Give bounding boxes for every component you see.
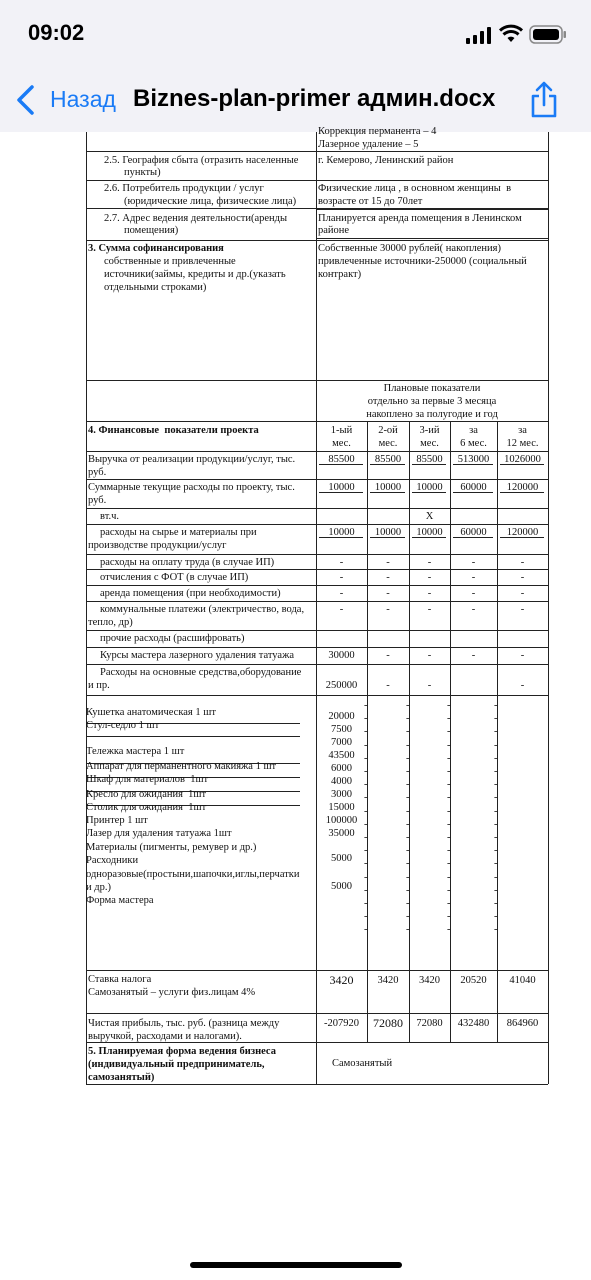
dash: - bbox=[447, 700, 451, 711]
cell-text: помещения) bbox=[124, 225, 179, 236]
equipment-item: Лазер для удаления татуажа 1шт bbox=[86, 828, 232, 839]
dash: - bbox=[406, 726, 410, 738]
dash: - bbox=[364, 818, 368, 830]
dash: - bbox=[447, 779, 451, 791]
row-value: 120000 bbox=[506, 527, 539, 538]
dash: - bbox=[447, 752, 451, 764]
row-label: производстве продукции/услуг bbox=[88, 540, 227, 551]
dash: - bbox=[406, 898, 410, 909]
dash: - bbox=[447, 911, 451, 923]
section5-title: 5. Планируемая форма ведения бизнеса bbox=[88, 1046, 276, 1057]
dash: - bbox=[364, 726, 368, 738]
section5-title: (индивидуальный предприниматель, bbox=[88, 1059, 265, 1070]
dash: - bbox=[406, 818, 410, 830]
h-rule bbox=[86, 1084, 548, 1085]
h-rule bbox=[86, 508, 548, 509]
equipment-amount: 20000 bbox=[328, 711, 355, 722]
equipment-item: Кушетка анатомическая 1 шт bbox=[86, 707, 216, 718]
cell-text: мес. bbox=[378, 438, 398, 449]
status-time: 09:02 bbox=[28, 20, 85, 45]
dash: - bbox=[494, 832, 498, 843]
v-rule bbox=[548, 132, 549, 380]
v-rule bbox=[86, 132, 87, 1084]
dash: - bbox=[494, 713, 498, 725]
row-value: 1026000 bbox=[504, 454, 541, 465]
share-icon[interactable] bbox=[528, 80, 560, 120]
row-value: 10000 bbox=[416, 482, 443, 493]
equipment-amount: 5000 bbox=[331, 881, 352, 892]
row-label: руб. bbox=[88, 495, 107, 506]
dash: - bbox=[406, 700, 410, 711]
dash: - bbox=[447, 726, 451, 738]
profit-value: 72080 bbox=[416, 1018, 443, 1029]
equipment-amount: 100000 bbox=[325, 815, 358, 826]
dash: - bbox=[494, 858, 498, 870]
cell-text: 6 мес. bbox=[460, 438, 487, 449]
back-button[interactable]: Назад bbox=[50, 86, 116, 112]
dash: - bbox=[447, 766, 451, 777]
row-value: X bbox=[425, 511, 434, 522]
dash: - bbox=[406, 766, 410, 777]
dash: - bbox=[494, 884, 498, 896]
dash: - bbox=[447, 739, 451, 751]
h-rule bbox=[316, 238, 548, 239]
cell-text: за bbox=[469, 425, 478, 436]
dash: - bbox=[494, 766, 498, 777]
dash: - bbox=[494, 871, 498, 883]
cell-text: 12 мес. bbox=[506, 438, 539, 449]
dash: - bbox=[494, 739, 498, 751]
row-value: - bbox=[386, 680, 390, 691]
row-value: - bbox=[471, 588, 476, 599]
equipment-amount: 7500 bbox=[331, 724, 352, 735]
dash: - bbox=[447, 818, 451, 830]
dash: - bbox=[364, 739, 368, 751]
cell-text: районе bbox=[318, 225, 350, 236]
dash: - bbox=[447, 845, 451, 857]
v-rule bbox=[316, 380, 317, 1084]
row-label: вт.ч. bbox=[100, 511, 120, 522]
battery-icon bbox=[529, 25, 567, 44]
row-value: 10000 bbox=[328, 527, 355, 538]
document-page bbox=[0, 126, 591, 1252]
row-label: прочие расходы (расшифровать) bbox=[100, 633, 245, 644]
cell-text: Чистая прибыль, тыс. руб. (разница между bbox=[88, 1018, 280, 1029]
dash: - bbox=[364, 858, 368, 870]
dash: - bbox=[406, 884, 410, 896]
row-value: 10000 bbox=[374, 527, 402, 538]
dash: - bbox=[447, 924, 451, 936]
equipment-item: Форма мастера bbox=[86, 895, 154, 906]
h-rule bbox=[86, 601, 548, 602]
row-value: 85500 bbox=[374, 454, 402, 465]
row-value: - bbox=[386, 588, 390, 599]
section4-title: 4. Финансовые показатели проекта bbox=[88, 425, 259, 436]
equipment-item: Принтер 1 шт bbox=[86, 815, 148, 826]
document-title: Biznes-plan-primer админ.docx bbox=[133, 85, 496, 112]
h-rule bbox=[86, 421, 548, 422]
signal-icon bbox=[466, 27, 492, 44]
cell-text: мес. bbox=[420, 438, 439, 449]
cell-text: (юридические лица, физические лица) bbox=[124, 196, 297, 207]
cell-text: Ставка налога bbox=[88, 974, 152, 985]
row-value: - bbox=[386, 650, 390, 661]
section3-title: 3. Сумма софинансирования bbox=[88, 243, 224, 254]
dash: - bbox=[406, 845, 410, 857]
dash: - bbox=[406, 805, 410, 817]
row-value: 250000 bbox=[325, 680, 358, 691]
wifi-icon bbox=[499, 25, 523, 43]
row-label: и пр. bbox=[88, 680, 110, 691]
tax-value: 41040 bbox=[509, 975, 536, 986]
tax-value: 3420 bbox=[329, 973, 354, 987]
equipment-item: одноразовые(простыни,шапочки,иглы,перчатки bbox=[86, 869, 300, 880]
dash: - bbox=[406, 752, 410, 764]
cell-text: г. Кемерово, Ленинский район bbox=[318, 155, 454, 166]
row-value: - bbox=[471, 572, 476, 583]
dash: - bbox=[494, 726, 498, 738]
equipment-item: Расходники bbox=[86, 855, 139, 866]
cell-text: Планируется аренда помещения в Ленинском bbox=[318, 213, 522, 224]
dash: - bbox=[364, 752, 368, 764]
profit-value: 72080 bbox=[373, 1016, 403, 1030]
profit-value: 432480 bbox=[457, 1018, 490, 1029]
dash: - bbox=[447, 713, 451, 725]
equipment-item: Стул-седло 1 шт bbox=[86, 720, 160, 731]
dash: - bbox=[364, 898, 368, 909]
row-label: Расходы на основные средства,оборудование bbox=[100, 667, 302, 678]
dash: - bbox=[406, 832, 410, 843]
row-value: - bbox=[471, 650, 476, 661]
dash: - bbox=[364, 713, 368, 725]
dash: - bbox=[494, 700, 498, 711]
h-rule bbox=[86, 569, 548, 570]
tax-value: 3420 bbox=[419, 975, 440, 986]
row-value: - bbox=[520, 650, 525, 661]
dash: - bbox=[364, 832, 368, 843]
tax-value: 3420 bbox=[377, 975, 399, 986]
dash: - bbox=[494, 818, 498, 830]
dash: - bbox=[406, 779, 410, 791]
dash: - bbox=[364, 792, 368, 804]
row-value: - bbox=[427, 604, 432, 615]
text-top: Коррекция перманента – 4 bbox=[318, 126, 437, 137]
dash: - bbox=[447, 832, 451, 843]
row-value: 10000 bbox=[416, 527, 443, 538]
home-indicator[interactable] bbox=[190, 1262, 402, 1268]
row-value: - bbox=[386, 572, 390, 583]
cell-text: собственные и привлеченные bbox=[104, 256, 236, 267]
dash: - bbox=[494, 898, 498, 909]
row-label: отчисления с ФОТ (в случае ИП) bbox=[100, 572, 249, 583]
dash: - bbox=[406, 792, 410, 804]
equipment-item: Тележка мастера 1 шт bbox=[86, 746, 185, 757]
h-rule bbox=[86, 736, 300, 737]
dash: - bbox=[364, 805, 368, 817]
row-value: 10000 bbox=[328, 482, 355, 493]
row-value: - bbox=[339, 604, 344, 615]
dash: - bbox=[494, 805, 498, 817]
cell-text: за bbox=[518, 425, 527, 436]
dash: - bbox=[364, 700, 368, 711]
cell-text: источники(займы, кредиты и др.(указать bbox=[104, 269, 286, 280]
dash: - bbox=[447, 884, 451, 896]
row-label: Курсы мастера лазерного удаления татуажа bbox=[100, 650, 294, 661]
dash: - bbox=[447, 792, 451, 804]
cell-text: выручкой, расходами и налогами). bbox=[88, 1031, 242, 1042]
row-label: Выручка от реализации продукции/услуг, тыс. bbox=[88, 454, 296, 465]
profit-value: -207920 bbox=[324, 1018, 359, 1029]
dash: - bbox=[447, 858, 451, 870]
h-rule bbox=[316, 209, 548, 210]
h-rule bbox=[86, 647, 548, 648]
equipment-item: Столик для ожидания 1шт bbox=[86, 802, 207, 813]
h-rule bbox=[86, 554, 548, 555]
row-value: - bbox=[471, 604, 476, 615]
row-value: - bbox=[427, 572, 432, 583]
row-value: 85500 bbox=[328, 454, 355, 465]
equipment-item: Аппарат для перманентного макияжа 1 шт bbox=[86, 761, 277, 772]
dash: - bbox=[406, 911, 410, 923]
v-rule bbox=[316, 132, 317, 380]
dash: - bbox=[406, 739, 410, 751]
h-rule bbox=[86, 1013, 548, 1014]
dash: - bbox=[406, 924, 410, 936]
equipment-amount: 35000 bbox=[328, 828, 355, 839]
equipment-amount: 3000 bbox=[331, 789, 352, 800]
h-rule bbox=[86, 151, 548, 152]
cell-text: накоплено за полугодие и год bbox=[366, 409, 498, 420]
h-rule bbox=[86, 585, 548, 586]
h-rule bbox=[86, 695, 548, 696]
h-rule bbox=[86, 970, 548, 971]
row-value: - bbox=[386, 557, 390, 568]
row-value: - bbox=[339, 557, 344, 568]
dash: - bbox=[447, 871, 451, 883]
row-value: 513000 bbox=[457, 454, 490, 465]
equipment-amount: 7000 bbox=[331, 737, 352, 748]
h-rule bbox=[86, 664, 548, 665]
section5-value: Самозанятый bbox=[332, 1058, 393, 1069]
cell-text: отдельными строками) bbox=[104, 282, 207, 293]
row-label: Суммарные текущие расходы по проекту, тыс. bbox=[88, 482, 295, 493]
equipment-item: и др.) bbox=[86, 882, 111, 893]
row-value: - bbox=[339, 588, 344, 599]
cell-text: Плановые показатели bbox=[383, 383, 481, 394]
row-value: - bbox=[427, 650, 432, 661]
row-value: - bbox=[520, 680, 525, 691]
row-value: 10000 bbox=[374, 482, 402, 493]
cell-text: 2.7. Адрес ведения деятельности(аренды bbox=[104, 213, 288, 224]
row-value: - bbox=[520, 572, 525, 583]
h-rule bbox=[86, 630, 548, 631]
row-value: - bbox=[427, 680, 432, 691]
cell-text: контракт) bbox=[318, 269, 362, 280]
cell-text: 3-ий bbox=[419, 425, 440, 436]
row-value: 120000 bbox=[506, 482, 539, 493]
row-value: - bbox=[339, 572, 344, 583]
status-bar bbox=[0, 0, 591, 70]
cell-text: привлеченные источники-250000 (социальный bbox=[318, 256, 527, 267]
h-rule bbox=[86, 479, 548, 480]
row-value: - bbox=[520, 604, 525, 615]
row-value: - bbox=[520, 588, 525, 599]
h-rule bbox=[86, 380, 548, 381]
cell-text: Самозанятый – услуги физ.лицам 4% bbox=[88, 987, 256, 998]
equipment-item: Кресло для ожидания 1шт bbox=[86, 789, 207, 800]
cell-text: 2.6. Потребитель продукции / услуг bbox=[104, 183, 264, 194]
row-label: руб. bbox=[88, 467, 107, 478]
dash: - bbox=[364, 845, 368, 857]
v-rule bbox=[548, 380, 549, 1084]
equipment-amount: 43500 bbox=[328, 750, 355, 761]
row-value: 60000 bbox=[460, 527, 487, 538]
equipment-amount: 4000 bbox=[331, 776, 352, 787]
h-rule bbox=[86, 524, 548, 525]
row-label: коммунальные платежи (электричество, вода, bbox=[100, 604, 305, 615]
dash: - bbox=[364, 924, 368, 936]
row-label: тепло, др) bbox=[88, 617, 133, 628]
row-value: 85500 bbox=[416, 454, 443, 465]
dash: - bbox=[406, 858, 410, 870]
cell-text: Физические лица , в основном женщины в bbox=[318, 183, 512, 194]
cell-text: 2-ой bbox=[378, 425, 398, 436]
equipment-amount: 5000 bbox=[331, 853, 352, 864]
cell-text: пункты) bbox=[124, 167, 161, 178]
row-value: 30000 bbox=[328, 650, 355, 661]
row-value: 60000 bbox=[460, 482, 487, 493]
text-top: Лазерное удаление – 5 bbox=[318, 139, 419, 150]
dash: - bbox=[494, 792, 498, 804]
section5-title: самозанятый) bbox=[88, 1072, 155, 1083]
equipment-item: Материалы (пигменты, ремувер и др.) bbox=[86, 842, 257, 853]
row-value: - bbox=[386, 604, 390, 615]
tax-value: 20520 bbox=[460, 975, 487, 986]
cell-text: 1-ый bbox=[330, 425, 353, 436]
dash: - bbox=[494, 752, 498, 764]
row-label: аренда помещения (при необходимости) bbox=[100, 588, 281, 599]
dash: - bbox=[494, 779, 498, 791]
h-rule bbox=[86, 240, 548, 241]
equipment-amount: 6000 bbox=[331, 763, 352, 774]
dash: - bbox=[364, 779, 368, 791]
h-rule bbox=[86, 451, 548, 452]
dash: - bbox=[364, 871, 368, 883]
dash: - bbox=[494, 911, 498, 923]
row-label: расходы на сырье и материалы при bbox=[100, 527, 257, 538]
dash: - bbox=[406, 871, 410, 883]
dash: - bbox=[447, 898, 451, 909]
cell-text: мес. bbox=[332, 438, 351, 449]
dash: - bbox=[364, 884, 368, 896]
cell-text: Собственные 30000 рублей( накопления) bbox=[318, 243, 501, 254]
dash: - bbox=[494, 845, 498, 857]
nav-bar bbox=[0, 70, 591, 133]
cell-text: отдельно за первые 3 месяца bbox=[367, 396, 497, 407]
dash: - bbox=[364, 766, 368, 777]
row-value: - bbox=[520, 557, 525, 568]
row-label: расходы на оплату труда (в случае ИП) bbox=[100, 557, 275, 568]
dash: - bbox=[364, 911, 368, 923]
row-value: - bbox=[427, 557, 432, 568]
equipment-item: Шкаф для материалов 1шт bbox=[86, 774, 209, 785]
equipment-amount: 15000 bbox=[328, 802, 355, 813]
dash: - bbox=[447, 805, 451, 817]
dash: - bbox=[494, 924, 498, 936]
row-value: - bbox=[427, 588, 432, 599]
dash: - bbox=[406, 713, 410, 725]
profit-value: 864960 bbox=[506, 1018, 539, 1029]
row-value: - bbox=[471, 557, 476, 568]
cell-text: возрасте от 15 до 70лет bbox=[318, 196, 423, 207]
cell-text: 2.5. География сбыта (отразить населенные bbox=[104, 155, 299, 166]
chevron-left-icon[interactable] bbox=[14, 84, 36, 116]
h-rule bbox=[86, 180, 548, 181]
